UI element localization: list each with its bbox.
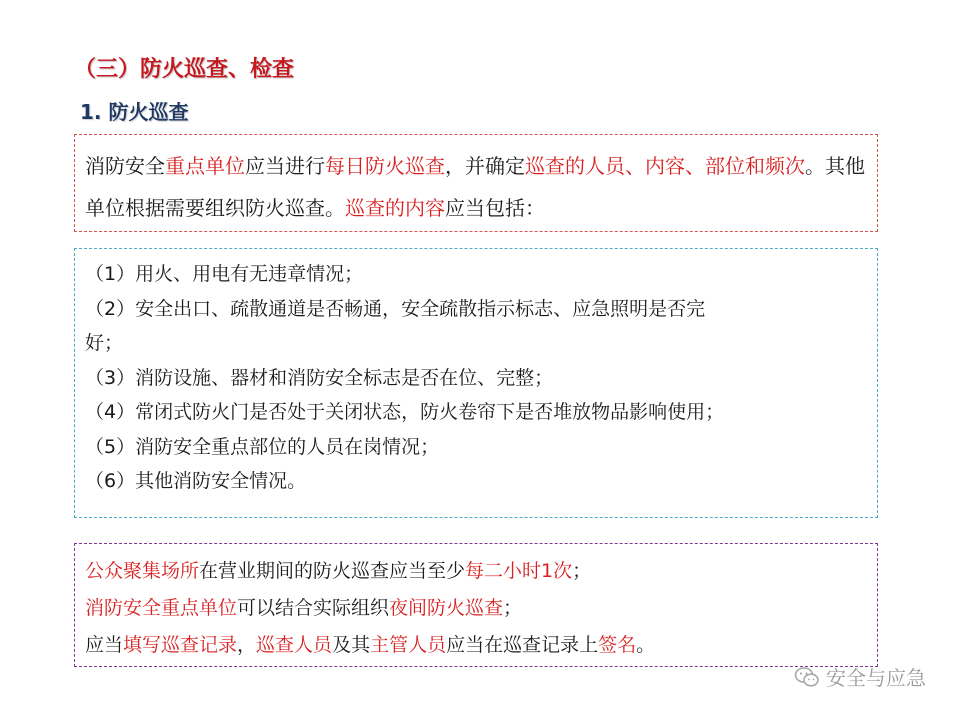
watermark-text: 安全与应急 [826, 666, 926, 690]
note-seg: ； [572, 560, 592, 582]
note-seg-highlight: 签名 [598, 634, 637, 656]
intro-seg-highlight: 重点单位 [165, 154, 245, 178]
note-seg-highlight: 主管人员 [370, 634, 447, 656]
note-seg: 应当 [85, 634, 124, 656]
intro-seg: 应当包括： [445, 196, 545, 220]
watermark [794, 662, 926, 691]
inspection-items-box [74, 248, 878, 518]
intro-seg: 消防安全 [85, 154, 165, 178]
note-seg-highlight: 公众聚集场所 [85, 560, 200, 582]
note-seg: 应当在巡查记录上 [446, 634, 599, 656]
intro-seg-highlight: 巡查的人员、内容、部位和频次 [525, 154, 805, 178]
intro-seg: 应当进行 [245, 154, 325, 178]
note-seg: 可以结合实际组织 [237, 597, 390, 619]
note-seg-highlight: 巡查人员 [256, 634, 333, 656]
intro-seg: ，并确定 [445, 154, 525, 178]
list-item: （4）常闭式防火门是否处于关闭状态，防火卷帘下是否堆放物品影响使用； [85, 401, 725, 423]
note-seg: 及其 [332, 634, 371, 656]
sub-title: 1. 防火巡查 [80, 100, 189, 124]
note-line [85, 627, 867, 664]
note-seg-highlight: 夜间防火巡查 [389, 597, 504, 619]
note-seg: 。 [636, 634, 656, 656]
list-item: （1）用火、用电有无违章情况； [85, 263, 364, 285]
note-line [85, 553, 867, 590]
wechat-icon [794, 666, 820, 688]
note-seg-highlight: 消防安全重点单位 [85, 597, 238, 619]
note-line [85, 590, 867, 627]
list-item: （6）其他消防安全情况。 [85, 470, 307, 492]
note-seg: ； [503, 597, 523, 619]
note-seg: 在营业期间的防火巡查应当至少 [199, 560, 466, 582]
note-seg-highlight: 每二小时1次 [465, 560, 573, 582]
intro-seg-highlight: 巡查的内容 [345, 196, 445, 220]
intro-box [74, 134, 878, 232]
requirements-box [74, 543, 878, 667]
intro-seg-highlight: 每日防火巡查 [325, 154, 445, 178]
list-item: （2）安全出口、疏散通道是否畅通，安全疏散指示标志、应急照明是否完 [85, 297, 706, 320]
note-seg-highlight: 填写巡查记录 [123, 634, 238, 656]
note-seg: ， [237, 634, 257, 656]
section-title: （三）防火巡查、检查 [74, 57, 295, 82]
list-item: （5）消防安全重点部位的人员在岗情况； [85, 435, 440, 458]
list-item: 好； [85, 332, 124, 354]
list-item: （3）消防设施、器材和消防安全标志是否在位、完整； [85, 366, 554, 389]
intro-seg: 。其他单位根据需要组织防火巡查。 [85, 154, 865, 220]
